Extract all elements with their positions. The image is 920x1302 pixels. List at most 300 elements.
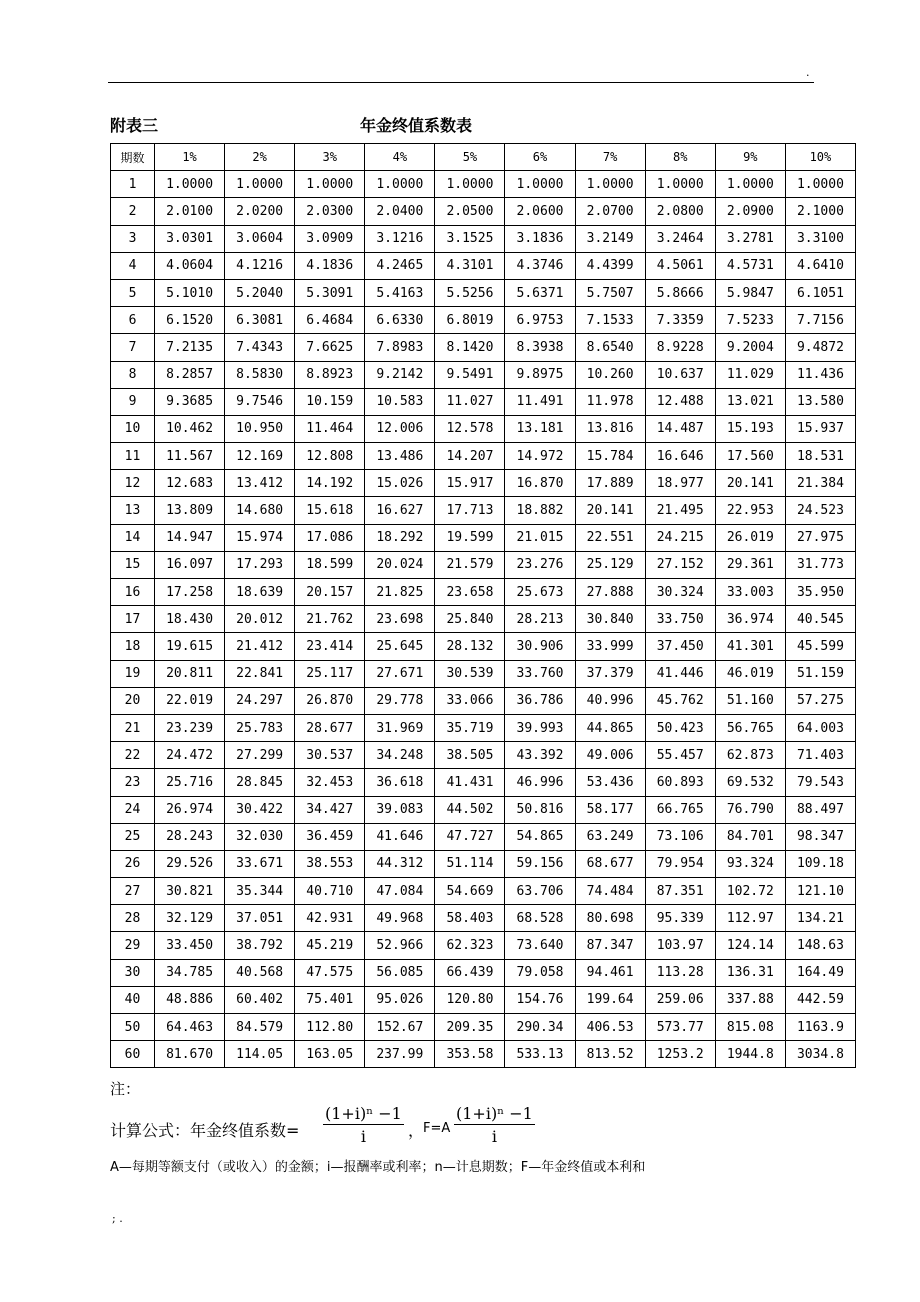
- table-body: [111, 171, 856, 1068]
- coefficient-cell: 11.978: [575, 388, 645, 415]
- coefficient-cell: 44.312: [365, 850, 435, 877]
- coefficient-cell: 84.701: [715, 823, 785, 850]
- table-row: [111, 225, 856, 252]
- coefficient-cell: 27.888: [575, 579, 645, 606]
- coefficient-cell: 1.0000: [505, 171, 575, 198]
- coefficient-cell: 13.486: [365, 443, 435, 470]
- coefficient-cell: 40.710: [295, 878, 365, 905]
- coefficient-cell: 30.821: [155, 878, 225, 905]
- coefficient-cell: 47.575: [295, 959, 365, 986]
- coefficient-cell: 113.28: [645, 959, 715, 986]
- table-row: [111, 171, 856, 198]
- table-row: [111, 932, 856, 959]
- coefficient-cell: 24.472: [155, 742, 225, 769]
- table-row: [111, 252, 856, 279]
- coefficient-cell: 14.207: [435, 443, 505, 470]
- coefficient-cell: 163.05: [295, 1041, 365, 1068]
- coefficient-cell: 54.669: [435, 878, 505, 905]
- table-row: [111, 443, 856, 470]
- coefficient-cell: 98.347: [785, 823, 855, 850]
- coefficient-cell: 5.6371: [505, 279, 575, 306]
- coefficient-cell: 121.10: [785, 878, 855, 905]
- formula-fraction: [323, 1104, 404, 1146]
- coefficient-cell: 59.156: [505, 850, 575, 877]
- coefficient-cell: 12.808: [295, 443, 365, 470]
- coefficient-cell: 9.3685: [155, 388, 225, 415]
- coefficient-cell: 30.539: [435, 660, 505, 687]
- coefficient-cell: 2.0200: [225, 198, 295, 225]
- coefficient-cell: 47.084: [365, 878, 435, 905]
- coefficient-cell: 40.568: [225, 959, 295, 986]
- coefficient-cell: 442.59: [785, 986, 855, 1013]
- coefficient-cell: 64.003: [785, 714, 855, 741]
- coefficient-cell: 9.5491: [435, 361, 505, 388]
- coefficient-cell: 10.159: [295, 388, 365, 415]
- coefficient-cell: 813.52: [575, 1041, 645, 1068]
- coefficient-cell: 7.4343: [225, 334, 295, 361]
- coefficient-cell: 45.762: [645, 687, 715, 714]
- coefficient-cell: 24.297: [225, 687, 295, 714]
- coefficient-cell: 42.931: [295, 905, 365, 932]
- column-header-rate: 10%: [785, 144, 855, 171]
- column-header-rate: 4%: [365, 144, 435, 171]
- coefficient-cell: 1.0000: [365, 171, 435, 198]
- coefficient-cell: 10.260: [575, 361, 645, 388]
- coefficient-cell: 28.845: [225, 769, 295, 796]
- f-formula-fraction: [454, 1104, 535, 1146]
- coefficient-cell: 6.3081: [225, 307, 295, 334]
- coefficient-cell: 15.974: [225, 524, 295, 551]
- coefficient-cell: 35.719: [435, 714, 505, 741]
- table-row: [111, 660, 856, 687]
- coefficient-cell: 7.8983: [365, 334, 435, 361]
- coefficient-cell: 237.99: [365, 1041, 435, 1068]
- coefficient-cell: 20.811: [155, 660, 225, 687]
- coefficient-cell: 55.457: [645, 742, 715, 769]
- table-row: [111, 959, 856, 986]
- coefficient-cell: 30.324: [645, 579, 715, 606]
- period-cell: 4: [111, 252, 155, 279]
- coefficient-cell: 8.3938: [505, 334, 575, 361]
- coefficient-cell: 16.870: [505, 470, 575, 497]
- coefficient-cell: 3.0604: [225, 225, 295, 252]
- coefficient-cell: 22.019: [155, 687, 225, 714]
- coefficient-cell: 21.825: [365, 579, 435, 606]
- coefficient-cell: 51.114: [435, 850, 505, 877]
- coefficient-cell: 21.015: [505, 524, 575, 551]
- coefficient-cell: 66.439: [435, 959, 505, 986]
- column-header-rate: 2%: [225, 144, 295, 171]
- coefficient-cell: 290.34: [505, 1014, 575, 1041]
- f-fraction-numerator: (1+i)ⁿ −1: [456, 1104, 533, 1123]
- coefficient-cell: 80.698: [575, 905, 645, 932]
- coefficient-cell: 95.339: [645, 905, 715, 932]
- coefficient-cell: 1.0000: [715, 171, 785, 198]
- coefficient-cell: 30.422: [225, 796, 295, 823]
- table-row: [111, 1041, 856, 1068]
- coefficient-cell: 6.1520: [155, 307, 225, 334]
- coefficient-cell: 102.72: [715, 878, 785, 905]
- coefficient-cell: 406.53: [575, 1014, 645, 1041]
- coefficient-cell: 2.0100: [155, 198, 225, 225]
- coefficient-cell: 1.0000: [435, 171, 505, 198]
- coefficient-cell: 25.716: [155, 769, 225, 796]
- table-row: [111, 307, 856, 334]
- coefficient-cell: 1.0000: [225, 171, 295, 198]
- coefficient-cell: 4.4399: [575, 252, 645, 279]
- period-cell: 15: [111, 551, 155, 578]
- coefficient-cell: 9.4872: [785, 334, 855, 361]
- coefficient-cell: 28.132: [435, 633, 505, 660]
- coefficient-cell: 7.6625: [295, 334, 365, 361]
- coefficient-cell: 15.917: [435, 470, 505, 497]
- coefficient-cell: 33.066: [435, 687, 505, 714]
- coefficient-cell: 9.7546: [225, 388, 295, 415]
- coefficient-cell: 23.698: [365, 606, 435, 633]
- column-header-rate: 8%: [645, 144, 715, 171]
- period-cell: 16: [111, 579, 155, 606]
- coefficient-cell: 7.7156: [785, 307, 855, 334]
- coefficient-cell: 21.762: [295, 606, 365, 633]
- coefficient-cell: 27.152: [645, 551, 715, 578]
- table-title: 年金终值系数表: [360, 116, 473, 135]
- coefficient-cell: 11.567: [155, 443, 225, 470]
- coefficient-cell: 1944.8: [715, 1041, 785, 1068]
- coefficient-cell: 1163.9: [785, 1014, 855, 1041]
- coefficient-cell: 88.497: [785, 796, 855, 823]
- coefficient-cell: 18.430: [155, 606, 225, 633]
- coefficient-cell: 19.615: [155, 633, 225, 660]
- coefficient-cell: 11.027: [435, 388, 505, 415]
- coefficient-cell: 209.35: [435, 1014, 505, 1041]
- table-header-row: [111, 144, 856, 171]
- table-row: [111, 361, 856, 388]
- coefficient-cell: 17.258: [155, 579, 225, 606]
- coefficient-cell: 5.8666: [645, 279, 715, 306]
- coefficient-cell: 32.453: [295, 769, 365, 796]
- coefficient-cell: 44.865: [575, 714, 645, 741]
- coefficient-cell: 35.950: [785, 579, 855, 606]
- coefficient-cell: 3.0909: [295, 225, 365, 252]
- coefficient-cell: 29.526: [155, 850, 225, 877]
- coefficient-cell: 4.5061: [645, 252, 715, 279]
- coefficient-cell: 14.487: [645, 415, 715, 442]
- coefficient-cell: 114.05: [225, 1041, 295, 1068]
- coefficient-cell: 10.637: [645, 361, 715, 388]
- coefficient-cell: 60.893: [645, 769, 715, 796]
- coefficient-cell: 13.412: [225, 470, 295, 497]
- coefficient-cell: 10.462: [155, 415, 225, 442]
- coefficient-cell: 8.8923: [295, 361, 365, 388]
- coefficient-cell: 81.670: [155, 1041, 225, 1068]
- coefficient-cell: 3.2149: [575, 225, 645, 252]
- coefficient-cell: 54.865: [505, 823, 575, 850]
- coefficient-cell: 51.160: [715, 687, 785, 714]
- coefficient-cell: 64.463: [155, 1014, 225, 1041]
- coefficient-cell: 14.947: [155, 524, 225, 551]
- coefficient-cell: 25.645: [365, 633, 435, 660]
- coefficient-cell: 34.785: [155, 959, 225, 986]
- coefficient-cell: 74.484: [575, 878, 645, 905]
- table-row: [111, 551, 856, 578]
- coefficient-cell: 3.2464: [645, 225, 715, 252]
- coefficient-cell: 2.0700: [575, 198, 645, 225]
- coefficient-cell: 3.1525: [435, 225, 505, 252]
- table-row: [111, 850, 856, 877]
- coefficient-cell: 353.58: [435, 1041, 505, 1068]
- period-cell: 9: [111, 388, 155, 415]
- coefficient-cell: 4.0604: [155, 252, 225, 279]
- coefficient-cell: 28.243: [155, 823, 225, 850]
- coefficient-cell: 18.292: [365, 524, 435, 551]
- coefficient-cell: 31.969: [365, 714, 435, 741]
- table-row: [111, 579, 856, 606]
- coefficient-cell: 33.760: [505, 660, 575, 687]
- coefficient-cell: 48.886: [155, 986, 225, 1013]
- period-cell: 22: [111, 742, 155, 769]
- coefficient-cell: 2.1000: [785, 198, 855, 225]
- coefficient-cell: 87.351: [645, 878, 715, 905]
- coefficient-cell: 75.401: [295, 986, 365, 1013]
- period-cell: 19: [111, 660, 155, 687]
- coefficient-cell: 6.4684: [295, 307, 365, 334]
- coefficient-cell: 22.551: [575, 524, 645, 551]
- coefficient-cell: 3.3100: [785, 225, 855, 252]
- period-cell: 28: [111, 905, 155, 932]
- coefficient-cell: 259.06: [645, 986, 715, 1013]
- header-dot: .: [806, 66, 810, 79]
- coefficient-cell: 573.77: [645, 1014, 715, 1041]
- coefficient-cell: 30.840: [575, 606, 645, 633]
- note-label: 注：: [110, 1080, 141, 1098]
- coefficient-cell: 30.906: [505, 633, 575, 660]
- period-cell: 17: [111, 606, 155, 633]
- coefficient-cell: 199.64: [575, 986, 645, 1013]
- table-row: [111, 497, 856, 524]
- table-row: [111, 986, 856, 1013]
- annuity-future-value-table: [110, 143, 856, 1068]
- coefficient-cell: 62.323: [435, 932, 505, 959]
- coefficient-cell: 84.579: [225, 1014, 295, 1041]
- coefficient-cell: 6.6330: [365, 307, 435, 334]
- coefficient-cell: 23.239: [155, 714, 225, 741]
- title-row: [110, 113, 856, 137]
- coefficient-cell: 41.446: [645, 660, 715, 687]
- coefficient-cell: 35.344: [225, 878, 295, 905]
- coefficient-cell: 2.0400: [365, 198, 435, 225]
- coefficient-cell: 13.816: [575, 415, 645, 442]
- coefficient-cell: 29.778: [365, 687, 435, 714]
- coefficient-cell: 14.192: [295, 470, 365, 497]
- coefficient-cell: 45.219: [295, 932, 365, 959]
- coefficient-cell: 3.0301: [155, 225, 225, 252]
- period-cell: 18: [111, 633, 155, 660]
- coefficient-cell: 94.461: [575, 959, 645, 986]
- coefficient-cell: 7.3359: [645, 307, 715, 334]
- coefficient-cell: 45.599: [785, 633, 855, 660]
- period-cell: 1: [111, 171, 155, 198]
- table-row: [111, 415, 856, 442]
- coefficient-cell: 41.431: [435, 769, 505, 796]
- coefficient-cell: 62.873: [715, 742, 785, 769]
- coefficient-cell: 33.671: [225, 850, 295, 877]
- coefficient-cell: 27.299: [225, 742, 295, 769]
- table-row: [111, 905, 856, 932]
- coefficient-cell: 20.012: [225, 606, 295, 633]
- coefficient-cell: 2.0300: [295, 198, 365, 225]
- coefficient-cell: 20.141: [715, 470, 785, 497]
- coefficient-cell: 2.0900: [715, 198, 785, 225]
- table-row: [111, 796, 856, 823]
- coefficient-cell: 25.673: [505, 579, 575, 606]
- column-header-rate: 7%: [575, 144, 645, 171]
- coefficient-cell: 71.403: [785, 742, 855, 769]
- coefficient-cell: 38.505: [435, 742, 505, 769]
- coefficient-cell: 6.8019: [435, 307, 505, 334]
- period-cell: 3: [111, 225, 155, 252]
- coefficient-cell: 58.403: [435, 905, 505, 932]
- coefficient-cell: 31.773: [785, 551, 855, 578]
- coefficient-cell: 93.324: [715, 850, 785, 877]
- coefficient-cell: 36.618: [365, 769, 435, 796]
- coefficient-cell: 87.347: [575, 932, 645, 959]
- coefficient-cell: 19.599: [435, 524, 505, 551]
- coefficient-cell: 5.5256: [435, 279, 505, 306]
- coefficient-cell: 47.727: [435, 823, 505, 850]
- coefficient-cell: 68.528: [505, 905, 575, 932]
- coefficient-cell: 76.790: [715, 796, 785, 823]
- period-cell: 8: [111, 361, 155, 388]
- period-cell: 5: [111, 279, 155, 306]
- coefficient-cell: 5.7507: [575, 279, 645, 306]
- coefficient-cell: 44.502: [435, 796, 505, 823]
- period-cell: 60: [111, 1041, 155, 1068]
- column-header-rate: 6%: [505, 144, 575, 171]
- coefficient-cell: 22.841: [225, 660, 295, 687]
- coefficient-cell: 8.9228: [645, 334, 715, 361]
- coefficient-cell: 9.2142: [365, 361, 435, 388]
- coefficient-cell: 23.658: [435, 579, 505, 606]
- coefficient-cell: 43.392: [505, 742, 575, 769]
- coefficient-cell: 17.086: [295, 524, 365, 551]
- coefficient-cell: 22.953: [715, 497, 785, 524]
- coefficient-cell: 20.024: [365, 551, 435, 578]
- coefficient-cell: 533.13: [505, 1041, 575, 1068]
- coefficient-cell: 8.6540: [575, 334, 645, 361]
- coefficient-cell: 15.784: [575, 443, 645, 470]
- coefficient-cell: 18.977: [645, 470, 715, 497]
- coefficient-cell: 37.450: [645, 633, 715, 660]
- table-row: [111, 878, 856, 905]
- coefficient-cell: 5.4163: [365, 279, 435, 306]
- coefficient-cell: 51.159: [785, 660, 855, 687]
- coefficient-cell: 63.249: [575, 823, 645, 850]
- period-cell: 11: [111, 443, 155, 470]
- coefficient-cell: 154.76: [505, 986, 575, 1013]
- coefficient-cell: 79.954: [645, 850, 715, 877]
- coefficient-cell: 36.786: [505, 687, 575, 714]
- coefficient-cell: 56.085: [365, 959, 435, 986]
- coefficient-cell: 56.765: [715, 714, 785, 741]
- coefficient-cell: 36.974: [715, 606, 785, 633]
- coefficient-cell: 12.006: [365, 415, 435, 442]
- coefficient-cell: 33.450: [155, 932, 225, 959]
- coefficient-cell: 21.412: [225, 633, 295, 660]
- coefficient-cell: 4.5731: [715, 252, 785, 279]
- period-cell: 10: [111, 415, 155, 442]
- table-row: [111, 714, 856, 741]
- coefficient-cell: 26.870: [295, 687, 365, 714]
- coefficient-cell: 17.713: [435, 497, 505, 524]
- coefficient-cell: 5.3091: [295, 279, 365, 306]
- coefficient-cell: 1.0000: [575, 171, 645, 198]
- period-cell: 24: [111, 796, 155, 823]
- coefficient-cell: 38.792: [225, 932, 295, 959]
- coefficient-cell: 40.545: [785, 606, 855, 633]
- coefficient-cell: 26.019: [715, 524, 785, 551]
- coefficient-cell: 60.402: [225, 986, 295, 1013]
- coefficient-cell: 23.414: [295, 633, 365, 660]
- formula-comma: ，: [408, 1121, 425, 1140]
- period-cell: 27: [111, 878, 155, 905]
- coefficient-cell: 6.1051: [785, 279, 855, 306]
- coefficient-cell: 7.2135: [155, 334, 225, 361]
- coefficient-cell: 10.950: [225, 415, 295, 442]
- coefficient-cell: 17.889: [575, 470, 645, 497]
- coefficient-cell: 3.1836: [505, 225, 575, 252]
- period-cell: 25: [111, 823, 155, 850]
- period-cell: 20: [111, 687, 155, 714]
- coefficient-cell: 46.019: [715, 660, 785, 687]
- coefficient-cell: 9.8975: [505, 361, 575, 388]
- coefficient-cell: 4.6410: [785, 252, 855, 279]
- coefficient-cell: 34.248: [365, 742, 435, 769]
- coefficient-cell: 120.80: [435, 986, 505, 1013]
- coefficient-cell: 124.14: [715, 932, 785, 959]
- column-header-rate: 5%: [435, 144, 505, 171]
- table-row: [111, 198, 856, 225]
- coefficient-cell: 8.1420: [435, 334, 505, 361]
- footer-mark: ; .: [112, 1212, 123, 1225]
- coefficient-cell: 15.026: [365, 470, 435, 497]
- coefficient-cell: 134.21: [785, 905, 855, 932]
- coefficient-cell: 14.680: [225, 497, 295, 524]
- period-cell: 7: [111, 334, 155, 361]
- coefficient-cell: 13.580: [785, 388, 855, 415]
- header-rule: [108, 82, 814, 83]
- coefficient-cell: 41.646: [365, 823, 435, 850]
- coefficient-cell: 17.293: [225, 551, 295, 578]
- period-cell: 29: [111, 932, 155, 959]
- coefficient-cell: 12.683: [155, 470, 225, 497]
- coefficient-cell: 9.2004: [715, 334, 785, 361]
- coefficient-cell: 28.677: [295, 714, 365, 741]
- column-header-period: 期数: [111, 144, 155, 171]
- coefficient-cell: 11.029: [715, 361, 785, 388]
- period-cell: 21: [111, 714, 155, 741]
- table-row: [111, 279, 856, 306]
- coefficient-cell: 112.97: [715, 905, 785, 932]
- period-cell: 23: [111, 769, 155, 796]
- coefficient-cell: 1253.2: [645, 1041, 715, 1068]
- coefficient-cell: 33.999: [575, 633, 645, 660]
- coefficient-cell: 39.993: [505, 714, 575, 741]
- coefficient-cell: 29.361: [715, 551, 785, 578]
- coefficient-cell: 40.996: [575, 687, 645, 714]
- period-cell: 12: [111, 470, 155, 497]
- coefficient-cell: 2.0800: [645, 198, 715, 225]
- coefficient-cell: 5.1010: [155, 279, 225, 306]
